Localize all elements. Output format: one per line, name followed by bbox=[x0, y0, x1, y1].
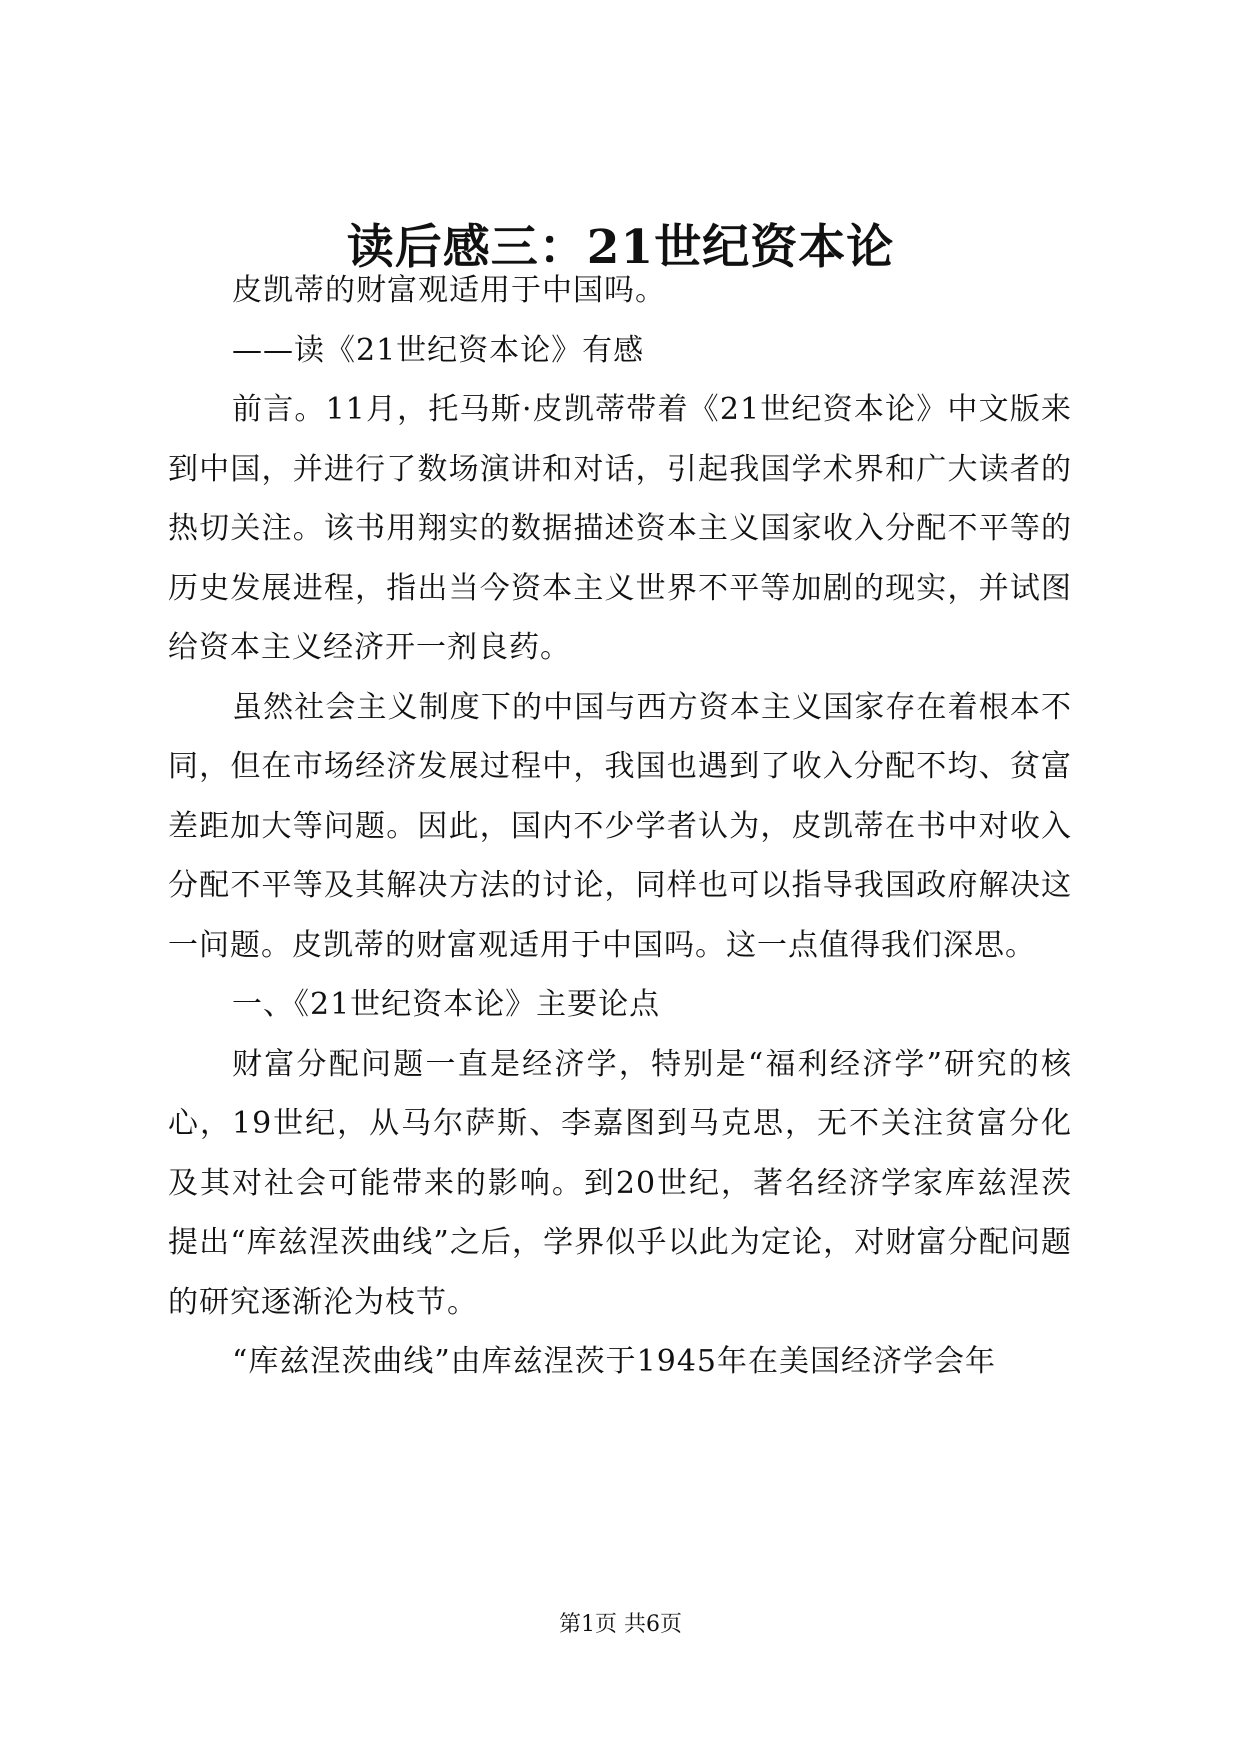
paragraph-china-context: 虽然社会主义制度下的中国与西方资本主义国家存在着根本不同，但在市场经济发展过程中，我国也遇到了收入分配不均、贫富差距加大等问题。因此，国内不少学者认为，皮凯蒂在书中对收入分配不平等及其解决方法的讨论，同样也可以指导我国政府解决这一问题。皮凯蒂的财富观适用于中国吗。这一点值得我们深思。 bbox=[168, 689, 1072, 963]
document-title: 读后感三：21世纪资本论 bbox=[346, 220, 895, 275]
paragraph-byline: ——读《21世纪资本论》有感 bbox=[232, 332, 645, 368]
paragraph-kuznets-curve: “库兹涅茨曲线”由库兹涅茨于1945年在美国经济学会年 bbox=[232, 1344, 997, 1379]
paragraph-wealth-distribution: 财富分配问题一直是经济学，特别是“福利经济学”研究的核心，19世纪，从马尔萨斯、李嘉图到马克思，无不关注贫富分化及其对社会可能带来的影响。到20世纪，著名经济学家库兹涅茨提出“库兹涅茨曲线”之后，学界似乎以此为定论，对财富分配问题的研究逐渐沦为枝节。 bbox=[168, 1046, 1072, 1320]
section-heading-main-points: 一、《21世纪资本论》主要论点 bbox=[232, 987, 661, 1022]
document-body bbox=[168, 261, 1072, 1392]
page-footer: 第1页 共6页 bbox=[559, 1612, 682, 1637]
paragraph-preface: 前言。11月，托马斯·皮凯蒂带着《21世纪资本论》中文版来到中国，并进行了数场演讲和对话，引起我国学术界和广大读者的热切关注。该书用翔实的数据描述资本主义国家收入分配不平等的历史发展进程，指出当今资本主义世界不平等加剧的现实，并试图给资本主义经济开一剂良药。 bbox=[168, 392, 1072, 665]
paragraph-subtitle: 皮凯蒂的财富观适用于中国吗。 bbox=[232, 273, 666, 308]
